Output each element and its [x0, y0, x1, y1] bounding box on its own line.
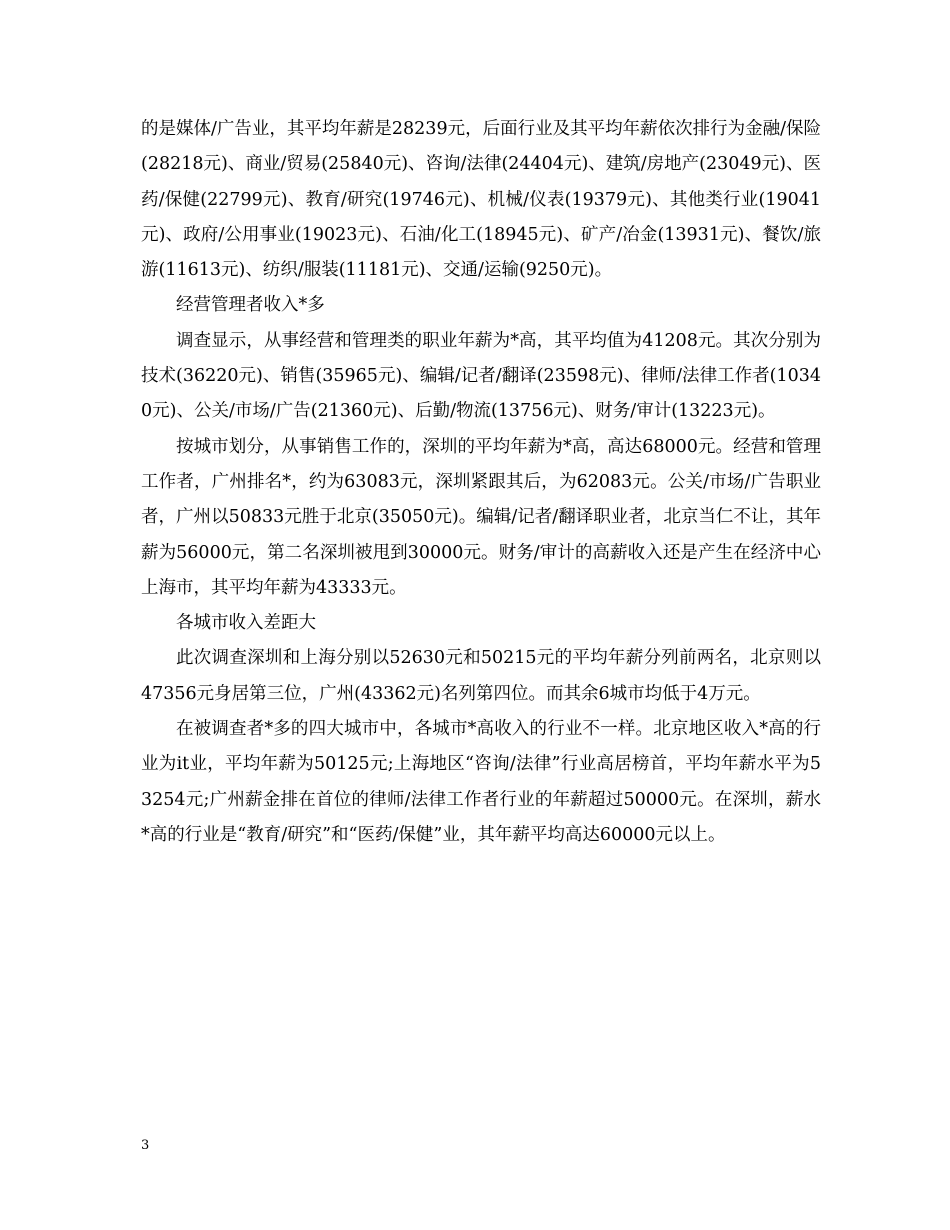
paragraph-city-ranking: 此次调查深圳和上海分别以52630元和50215元的平均年薪分列前两名，北京则以47356元身居第三位，广州(43362元)名列第四位。而其余6城市均低于4万元。 — [141, 648, 821, 704]
section-heading-managers: 经营管理者收入*多 — [176, 295, 325, 316]
paragraph-industry-salaries: 的是媒体/广告业，其平均年薪是28239元，后面行业及其平均年薪依次排行为金融/保险(28218元)、商业/贸易(25840元)、咨询/法律(24404元)、建筑/房地产(23049元)、医药/保健(22799元)、教育/研究(19746元)、机械/仪表(19379元)、其他类行业(19041元)、政府/公用事业(19023元)、石油/化工(18945元)、矿产/冶金(13931元)、餐饮/旅游(11613元)、纺织/服装(11181元)、交通/运输(9250元)。 — [141, 119, 821, 281]
paragraph-top-industries: 在被调查者*多的四大城市中，各城市*高收入的行业不一样。北京地区收入*高的行业为it业，平均年薪为50125元;上海地区“咨询/法律”行业高居榜首，平均年薪水平为53254元;广州薪金排在首位的律师/法律工作者行业的年薪超过50000元。在深圳，薪水*高的行业是“教育/研究”和“医药/保健”业，其年薪平均高达60000元以上。 — [141, 719, 821, 845]
page-number: 3 — [141, 1138, 150, 1153]
paragraph-occupation-salaries: 调查显示，从事经营和管理类的职业年薪为*高，其平均值为41208元。其次分别为技术(36220元)、销售(35965元)、编辑/记者/翻译(23598元)、律师/法律工作者(10340元)、公关/市场/广告(21360元)、后勤/物流(13756元)、财务/审计(13223元)。 — [141, 330, 821, 422]
document-body — [141, 112, 821, 853]
paragraph-city-occupation: 按城市划分，从事销售工作的，深圳的平均年薪为*高，高达68000元。经营和管理工作者，广州排名*，约为63083元，深圳紧跟其后，为62083元。公关/市场/广告职业者，广州以50833元胜于北京(35050元)。编辑/记者/翻译职业者，北京当仁不让，其年薪为56000元，第二名深圳被甩到30000元。财务/审计的高薪收入还是产生在经济中心上海市，其平均年薪为43333元。 — [141, 436, 821, 598]
section-heading-city-gap: 各城市收入差距大 — [176, 613, 316, 634]
